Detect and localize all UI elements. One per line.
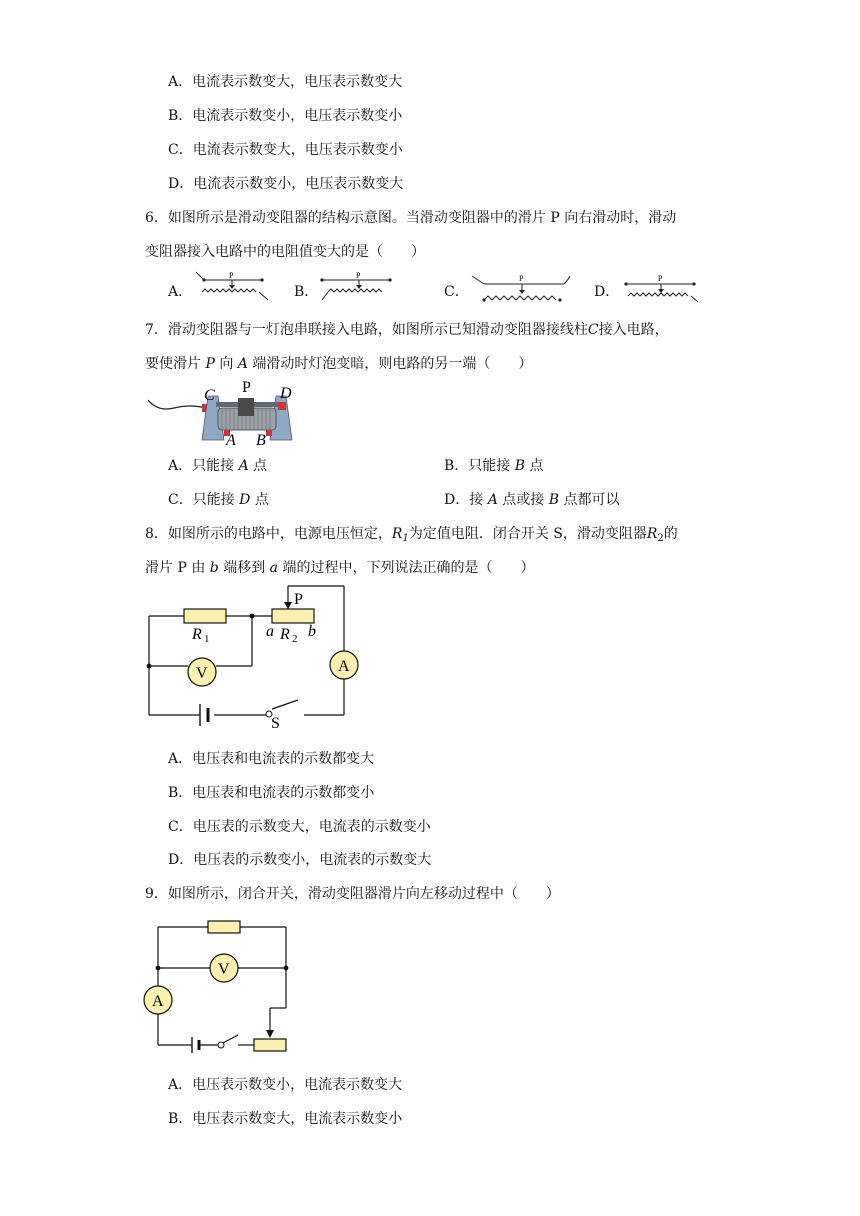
q5-option-d: D．电流表示数变小，电压表示数变大 [168, 176, 404, 192]
svg-text:P: P [658, 274, 663, 283]
q8-option-d: D．电压表的示数变小，电流表的示数变大 [168, 852, 432, 868]
q8-option-c: C．电压表的示数变大，电流表的示数变小 [168, 819, 431, 835]
svg-text:V: V [218, 961, 230, 978]
q5-option-a: A．电流表示数变大，电压表示数变大 [168, 74, 403, 90]
svg-text:A: A [338, 658, 350, 675]
q8-option-a: A．电压表和电流表的示数都变大 [168, 751, 375, 767]
svg-text:a: a [266, 623, 274, 640]
svg-text:A: A [152, 993, 164, 1010]
q7-stem-line2: 要使滑片 P 向 A 端滑动时灯泡变暗，则电路的另一端（ ） [145, 356, 533, 372]
svg-text:R: R [280, 626, 290, 643]
q6-figure-c [470, 270, 572, 306]
svg-text:b: b [308, 623, 316, 640]
svg-text:A: A [226, 432, 236, 448]
svg-text:1: 1 [204, 633, 210, 645]
q7-option-b: B．只能接 B 点 [444, 458, 544, 474]
q9-circuit-diagram [142, 918, 294, 1058]
svg-text:C: C [204, 387, 215, 404]
q6-option-c: C． [444, 284, 469, 300]
q6-stem-line2: 变阻器接入电路中的电阻值变大的是（ ） [145, 244, 425, 260]
q6-option-d: D． [594, 284, 620, 300]
q8-stem-line1: 8．如图所示的电路中，电源电压恒定，$R_1$为定值电阻．闭合开关 S，滑动变阻器$R_2$的 [145, 526, 678, 544]
svg-text:2: 2 [292, 633, 298, 645]
q9-option-b: B．电压表示数变大，电流表示数变小 [168, 1111, 403, 1127]
svg-text:P: P [229, 271, 234, 280]
q6-figure-a [192, 270, 274, 306]
q7-option-c: C．只能接 D 点 [168, 492, 269, 508]
svg-text:B: B [256, 432, 266, 448]
q5-option-c: C．电流表示数变大，电压表示数变小 [168, 142, 403, 158]
q6-figure-d [620, 270, 702, 306]
q6-stem-line1: 6．如图所示是滑动变阻器的结构示意图。当滑动变阻器中的滑片 P 向右滑动时，滑动 [145, 210, 677, 226]
svg-text:D: D [280, 385, 292, 402]
q6-option-b: B． [294, 284, 319, 300]
q9-stem: 9．如图所示，闭合开关，滑动变阻器滑片向左移动过程中（ ） [145, 886, 560, 902]
q7-stem-line1: 7．滑动变阻器与一灯泡串联接入电路，如图所示已知滑动变阻器接线柱C接入电路， [145, 322, 669, 338]
q7-option-a: A．只能接 A 点 [168, 458, 268, 474]
q5-option-b: B．电流表示数变小，电压表示数变小 [168, 108, 403, 124]
svg-text:R: R [192, 626, 202, 643]
svg-text:P: P [242, 379, 251, 396]
svg-text:P: P [356, 271, 361, 280]
q6-figure-b [318, 270, 400, 306]
q9-option-a: A．电压表示数变小，电流表示数变大 [168, 1077, 403, 1093]
q8-option-b: B．电压表和电流表的示数都变小 [168, 785, 375, 801]
svg-text:P: P [519, 274, 524, 283]
q8-circuit-diagram [140, 582, 360, 732]
q7-rheostat-photo [146, 378, 306, 448]
svg-text:V: V [196, 665, 208, 682]
svg-text:S: S [271, 715, 280, 732]
svg-text:P: P [294, 591, 303, 608]
q6-option-a: A． [168, 284, 193, 300]
q8-stem-line2: 滑片 P 由 b 端移到 a 端的过程中，下列说法正确的是（ ） [145, 560, 535, 576]
q7-option-d: D．接 A 点或接 B 点都可以 [444, 492, 620, 508]
